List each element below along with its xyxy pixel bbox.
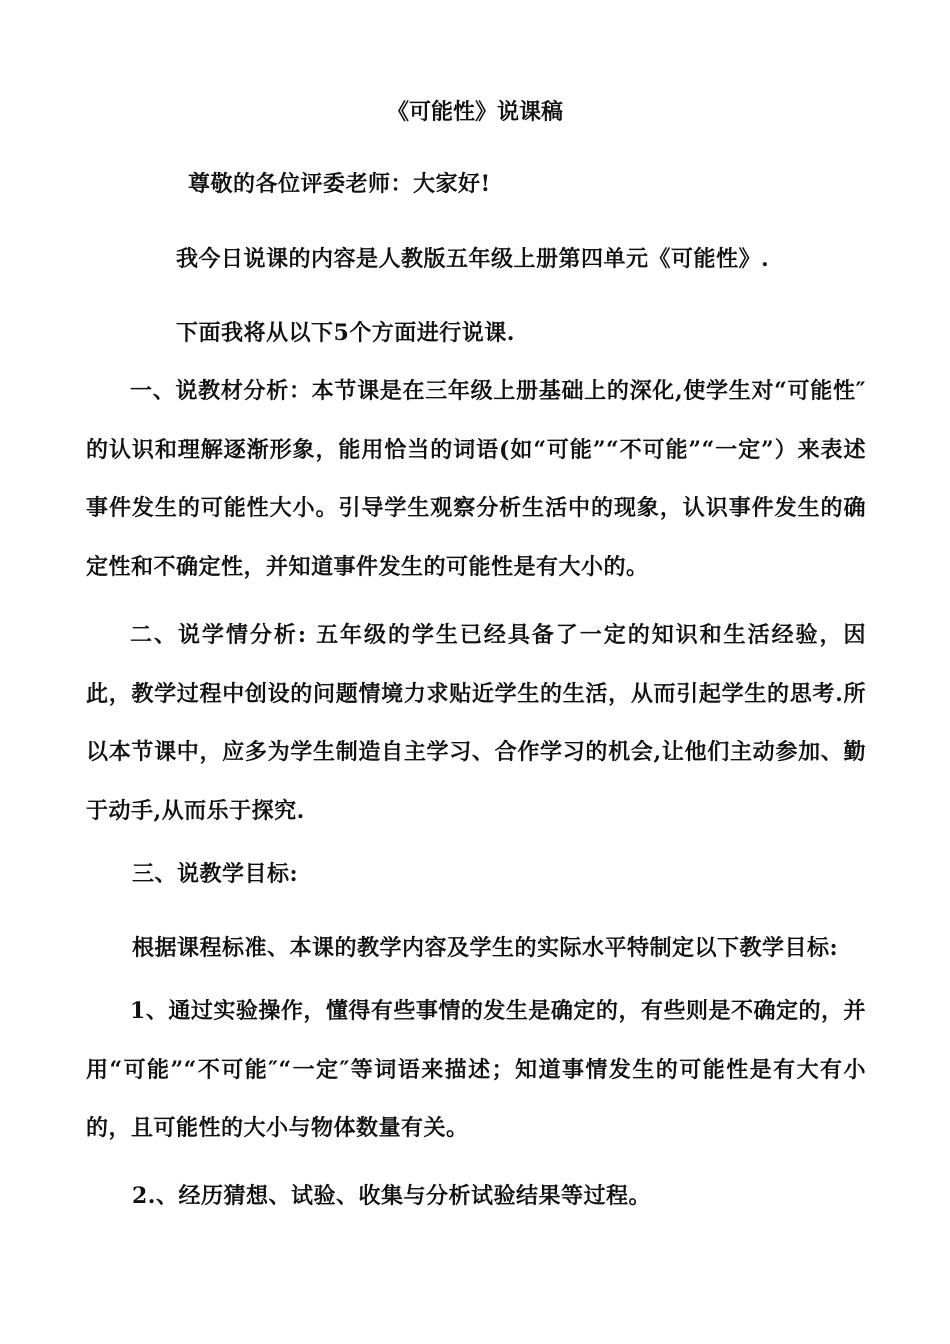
document-title: 《可能性》说课稿 bbox=[386, 99, 563, 125]
section-goals-intro: 根据课程标准、本课的教学内容及学生的实际水平特制定以下教学目标: bbox=[132, 935, 839, 961]
goal-item-2: 2.、经历猜想、试验、收集与分析试验结果等过程。 bbox=[132, 1183, 651, 1209]
greeting-line: 尊敬的各位评委老师：大家好! bbox=[188, 171, 491, 197]
section-goals-heading: 三、说教学目标: bbox=[132, 861, 299, 887]
overview-line: 下面我将从以下5个方面进行说课. bbox=[176, 320, 515, 346]
section-student-analysis: 二、说学情分析: 五年级的学生已经具备了一定的知识和生活经验，因此，教学过程中创设的问题情境力求贴近学生的生活，从而引起学生的思考.所以本节课中，应多为学生制造自主学习、合作学习的机会,让他们主动参加、勤于动手,从而乐于探究. bbox=[86, 622, 866, 824]
intro-line: 我今日说课的内容是人教版五年级上册第四单元《可能性》. bbox=[176, 246, 770, 272]
goal-item-1: 1、通过实验操作，懂得有些事情的发生是确定的，有些则是不确定的，并用“可能”“不可能″“一定″等词语来描述；知道事情发生的可能性是有大有小的，且可能性的大小与物体数量有关。 bbox=[86, 998, 866, 1141]
section-textbook-analysis: 一、说教材分析：本节课是在三年级上册基础上的深化,使学生对“可能性″的认识和理解逐渐形象，能用恰当的词语(如“可能”“不可能”“一定”）来表述事件发生的可能性大小。引导学生观察分析生活中的现象，认识事件发生的确定性和不确定性，并知道事件发生的可能性是有大小的。 bbox=[86, 378, 866, 580]
